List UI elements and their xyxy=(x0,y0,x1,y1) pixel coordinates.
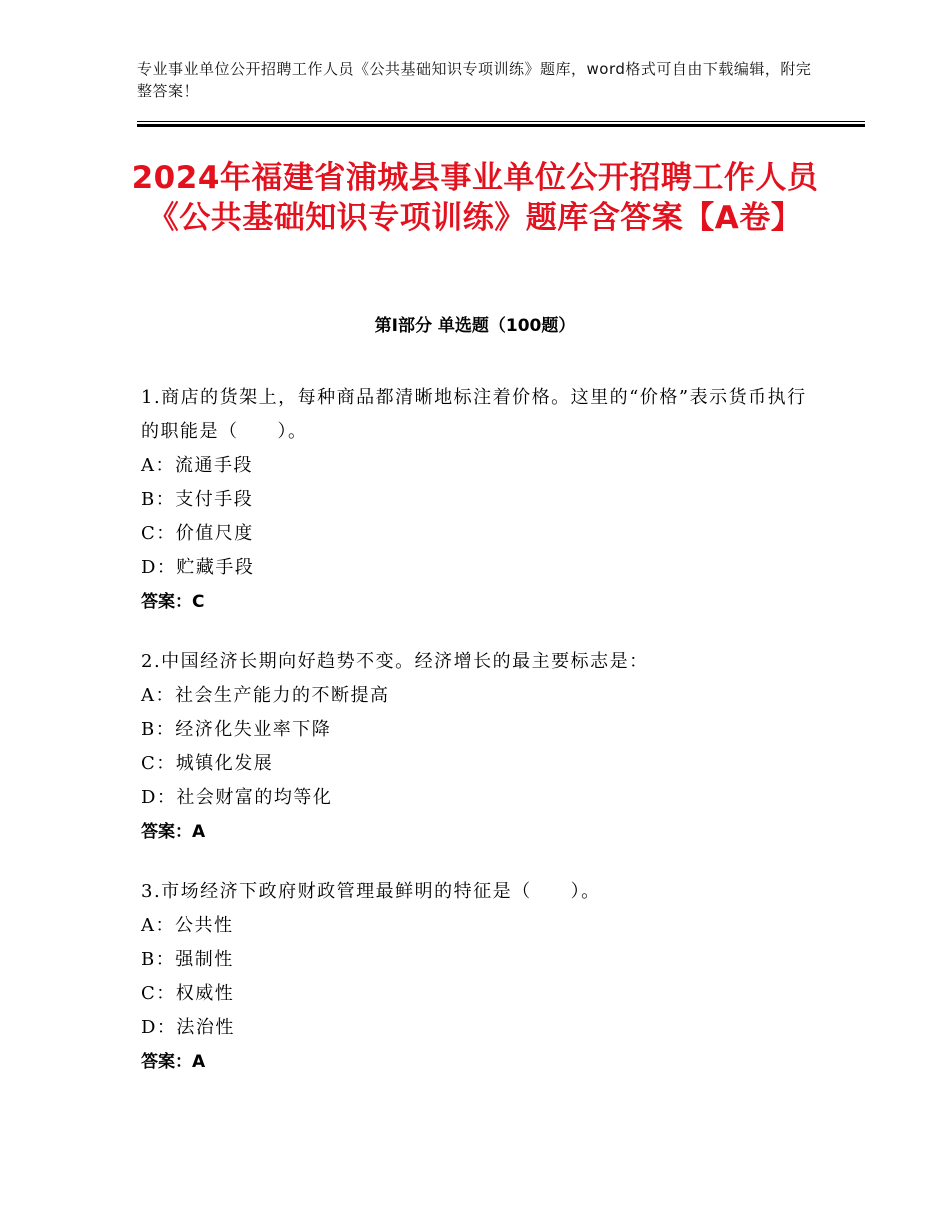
option-d: D：贮藏手段 xyxy=(141,557,255,578)
answer: 答案：A xyxy=(141,822,206,842)
option-d: D：社会财富的均等化 xyxy=(141,787,333,808)
section-title: 第Ⅰ部分 单选题（100题） xyxy=(374,316,576,336)
option-c: C：权威性 xyxy=(141,983,235,1004)
answer: 答案：C xyxy=(141,592,205,612)
option-c: C：价值尺度 xyxy=(141,523,254,544)
option-a: A：流通手段 xyxy=(141,455,253,476)
option-c: C：城镇化发展 xyxy=(141,753,274,774)
question-stem: 2.中国经济长期向好趋势不变。经济增长的最主要标志是： xyxy=(141,651,649,672)
option-a: A：公共性 xyxy=(141,915,234,936)
option-b: B：经济化失业率下降 xyxy=(141,719,332,740)
question-stem: 3.市场经济下政府财政管理最鲜明的特征是（ ）。 xyxy=(141,881,601,902)
header-rule-thick xyxy=(137,124,865,127)
option-b: B：支付手段 xyxy=(141,489,254,510)
header-rule-thin xyxy=(137,121,865,122)
question-2 xyxy=(141,645,821,849)
answer: 答案：A xyxy=(141,1052,206,1072)
option-d: D：法治性 xyxy=(141,1017,235,1038)
document-title: 2024年福建省浦城县事业单位公开招聘工作人员《公共基础知识专项训练》题库含答案【A卷】 xyxy=(131,160,819,236)
option-b: B：强制性 xyxy=(141,949,234,970)
question-3 xyxy=(141,875,821,1079)
question-stem: 1.商店的货架上，每种商品都清晰地标注着价格。这里的“价格”表示货币执行的职能是（ ）。 xyxy=(141,387,807,442)
option-a: A：社会生产能力的不断提高 xyxy=(141,685,390,706)
header-note: 专业事业单位公开招聘工作人员《公共基础知识专项训练》题库，word格式可自由下载编辑，附完整答案！ xyxy=(137,60,812,100)
question-1 xyxy=(141,381,821,619)
question-list xyxy=(141,381,821,1105)
